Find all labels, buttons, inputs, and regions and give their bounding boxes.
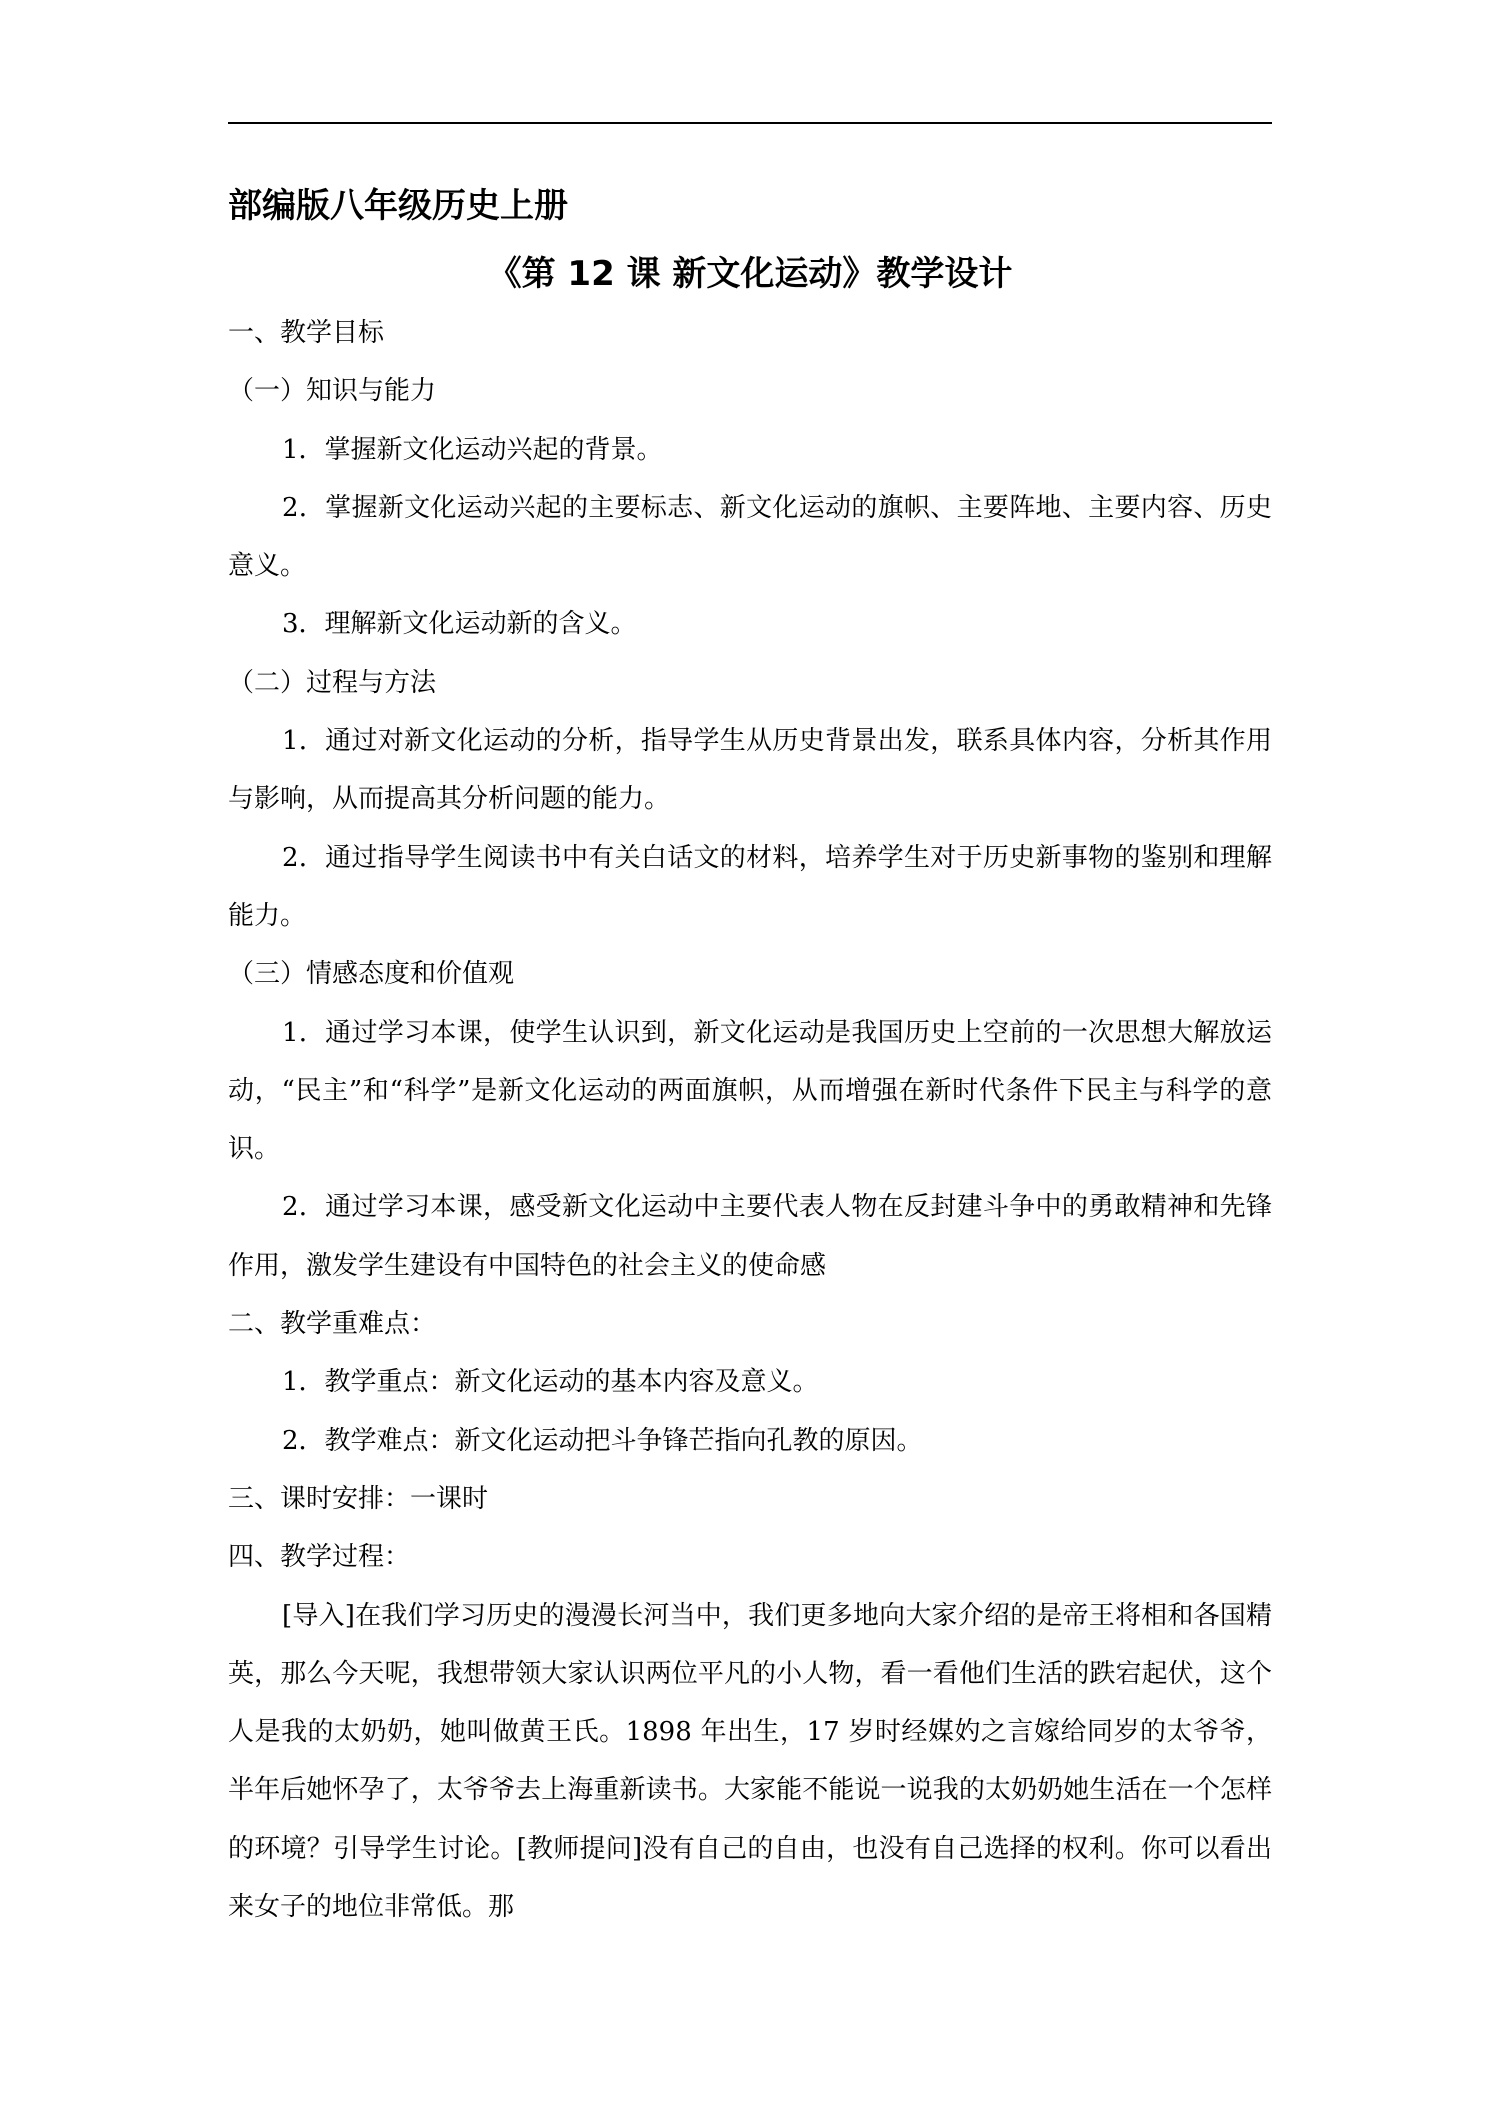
paragraph: 2．掌握新文化运动兴起的主要标志、新文化运动的旗帜、主要阵地、主要内容、历史意义。: [228, 492, 1272, 582]
subheading-knowledge: （一）知识与能力: [228, 376, 437, 407]
paragraph: 2．通过学习本课，感受新文化运动中主要代表人物在反封建斗争中的勇敢精神和先锋作用，激发学生建设有中国特色的社会主义的使命感: [228, 1192, 1272, 1281]
section-heading-process: 四、教学过程：: [228, 1542, 411, 1573]
section-heading-objectives: 一、教学目标: [228, 318, 385, 348]
document-body: [228, 304, 1272, 1936]
paragraph: 1．教学重点：新文化运动的基本内容及意义。: [282, 1367, 819, 1398]
paragraph: 2．通过指导学生阅读书中有关白话文的材料，培养学生对于历史新事物的鉴别和理解能力。: [228, 842, 1272, 931]
section-heading-schedule: 三、课时安排：一课时: [228, 1483, 489, 1514]
document-title: 《第 12 课 新文化运动》教学设计: [487, 254, 1013, 294]
paragraph: [导入]在我们学习历史的漫漫长河当中，我们更多地向大家介绍的是帝王将相和各国精英，那么今天呢，我想带领大家认识两位平凡的小人物，看一看他们生活的跌宕起伏，这个人是我的太奶奶，她叫做黄王氏。1898 年出生，17 岁时经媒妁之言嫁给同岁的太爷爷，半年后她怀孕了，太爷爷去上海重新读书。大家能不能说一说我的太奶奶她生活在一个怎样的环境？引导学生讨论。[教师提问]没有自己的自由，也没有自己选择的权利。你可以看出来女子的地位非常低。那: [228, 1600, 1272, 1923]
document-content: [228, 182, 1272, 1936]
header-rule: [228, 122, 1272, 124]
paragraph: 3．理解新文化运动新的含义。: [282, 609, 637, 640]
paragraph: 1．掌握新文化运动兴起的背景。: [282, 434, 663, 465]
section-heading-key-points: 二、教学重难点：: [228, 1309, 437, 1340]
paragraph: 1．通过学习本课，使学生认识到，新文化运动是我国历史上空前的一次思想大解放运动，“民主”和“科学”是新文化运动的两面旗帜，从而增强在新时代条件下民主与科学的意识。: [228, 1017, 1272, 1165]
series-title: 部编版八年级历史上册: [228, 186, 568, 226]
paragraph: 2．教学难点：新文化运动把斗争锋芒指向孔教的原因。: [282, 1425, 923, 1456]
paragraph: 1．通过对新文化运动的分析，指导学生从历史背景出发，联系具体内容，分析其作用与影响，从而提高其分析问题的能力。: [228, 726, 1272, 815]
subheading-process: （二）过程与方法: [228, 667, 437, 698]
subheading-values: （三）情感态度和价值观: [228, 959, 515, 990]
